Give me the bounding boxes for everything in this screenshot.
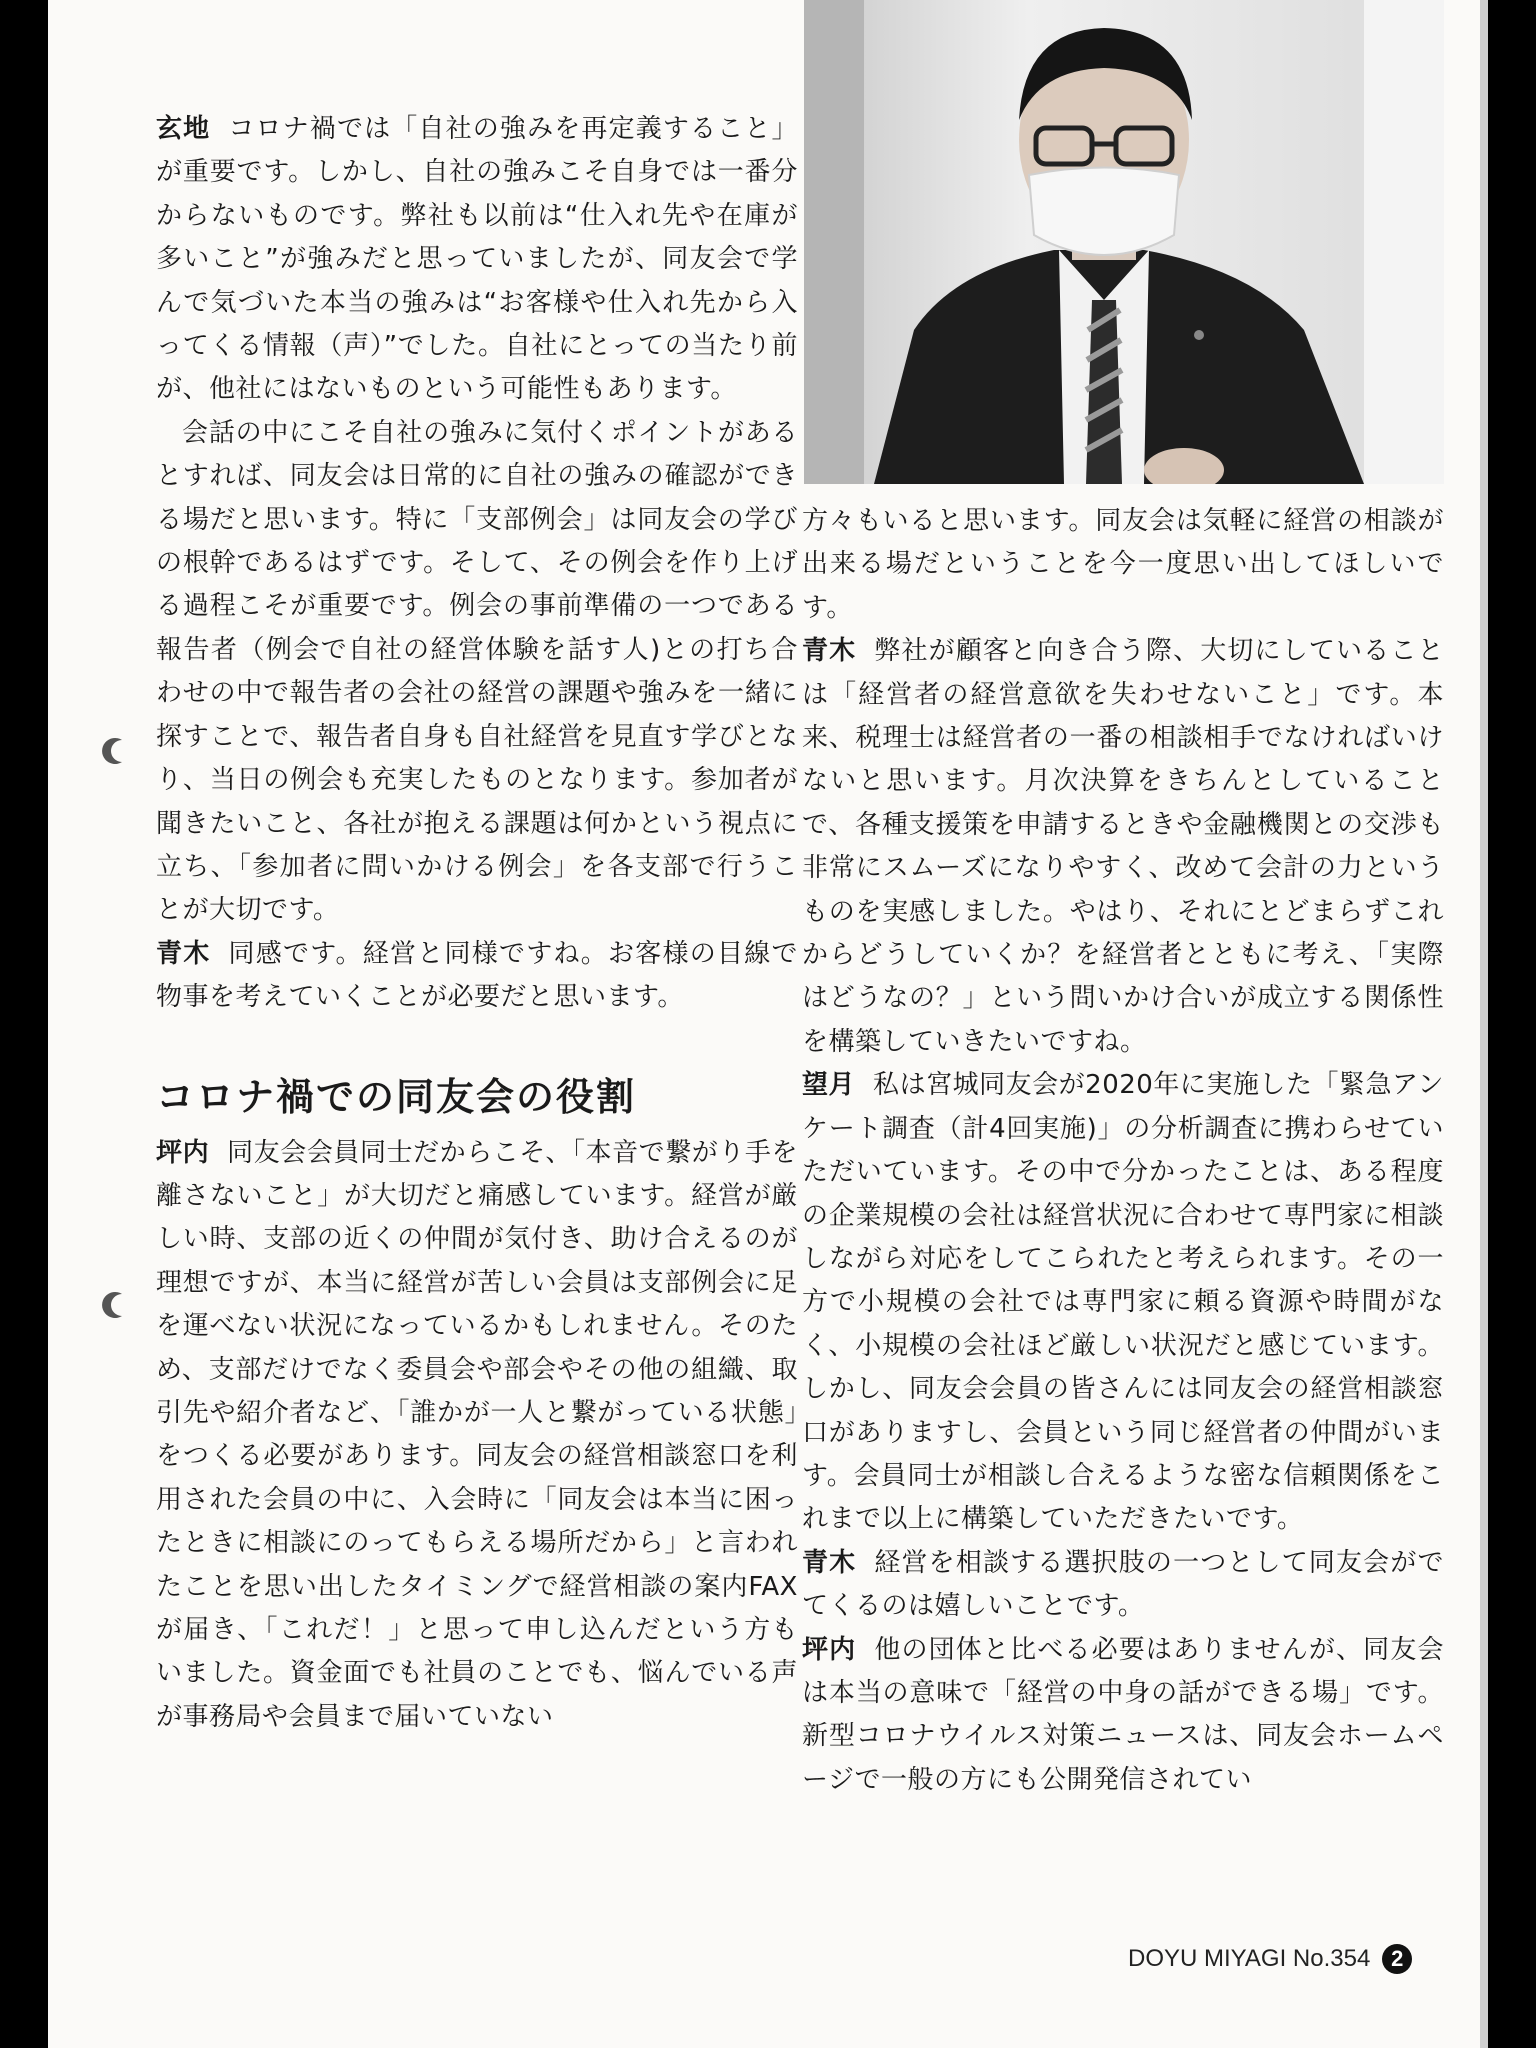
dialogue-text: 他の団体と比べる必要はありませんが、同友会は本当の意味で「経営の中身の話ができる場」です。新型コロナウイルス対策ニュースは、同友会ホームページで一般の方にも公開発信されてい [802,1634,1444,1795]
dialogue-paragraph [156,412,798,933]
dialogue-paragraph [802,500,1444,630]
dialogue-text: 会話の中にこそ自社の強みに気付くポイントがあるとすれば、同友会は日常的に自社の強みの確認ができる場だと思います。特に「支部例会」は同友会の学びの根幹であるはずです。そして、その例会を作り上げる過程こそが重要です。例会の事前準備の一つである報告者（例会で自社の経営体験を話す人)との打ち合わせの中で報告者の会社の経営の課題や強みを一緒に探すことで、報告者自身も自社経営を見直す学びとなり、当日の例会も充実したものとなります。参加者が聞きたいこと、各社が抱える課題は何かという視点に立ち、「参加者に問いかける例会」を各支部で行うことが大切です。 [156,417,798,926]
page-number: 2 [1382,1944,1412,1974]
publication-name: DOYU MIYAGI No.354 [1128,1945,1371,1972]
page-edge [1480,0,1488,2048]
photo-man-in-suit-with-mask [804,0,1444,484]
speaker-name: 青木 [802,636,857,667]
dialogue-paragraph [156,1132,798,1740]
interviewee-photo [804,0,1444,484]
speaker-name: 坪内 [802,1634,857,1665]
dialogue-paragraph [802,1064,1444,1541]
speaker-name: 坪内 [156,1137,210,1168]
dialogue-paragraph [156,933,798,1020]
page-footer [1128,1944,1412,1974]
section-heading: コロナ禍での同友会の役割 [156,1073,637,1119]
binder-hole-mark [100,1290,130,1320]
dialogue-text: 方々もいると思います。同友会は気軽に経営の相談が出来る場だということを今一度思い出してほしいです。 [802,506,1444,623]
speaker-name: 青木 [156,938,211,969]
dialogue-paragraph [802,630,1444,1064]
speaker-name: 玄地 [156,114,211,144]
dialogue-text: 経営を相談する選択肢の一つとして同友会がでてくるのは嬉しいことです。 [802,1547,1444,1622]
dialogue-text: 弊社が顧客と向き合う際、大切にしていることは「経営者の経営意欲を失わせないこと」です。本来、税理士は経営者の一番の相談相手でなければいけないと思います。月次決算をきちんとしていることで、各種支援策を申請するときや金融機関との交渉も非常にスムーズになりやすく、改めて会計の力というものを実感しました。やはり、それにとどまらずこれからどうしていくか？を経営者とともに考え、「実際はどうなの？」という問いかけ合いが成立する関係性を構築していきたいですね。 [802,636,1444,1057]
binder-hole-mark [100,736,130,766]
right-column [802,500,1444,1802]
speaker-name: 望月 [802,1070,856,1101]
dialogue-paragraph [802,1542,1444,1629]
dialogue-text: 私は宮城同友会が2020年に実施した「緊急アンケート調査（計4回実施)」の分析調査に携わらせていただいています。その中で分かったことは、ある程度の企業規模の会社は経営状況に合わせて専門家に相談しながら対応をしてこられたと考えられます。その一方で小規模の会社では専門家に頼る資源や時間がなく、小規模の会社ほど厳しい状況だと感じています。しかし、同友会会員の皆さんには同友会の経営相談窓口がありますし、会員という同じ経営者の仲間がいます。会員同士が相談し合えるような密な信頼関係をこれまで以上に構築していただきたいです。 [802,1070,1444,1535]
speaker-name: 青木 [802,1547,857,1578]
dialogue-text: 同友会会員同士だからこそ、「本音で繋がり手を離さないこと」が大切だと痛感しています。経営が厳しい時、支部の近くの仲間が気付き、助け合えるのが理想ですが、本当に経営が苦しい会員は支部例会に足を運べない状況になっているかもしれません。そのため、支部だけでなく委員会や部会やその他の組織、取引先や紹介者など、「誰かが一人と繋がっている状態」をつくる必要があります。同友会の経営相談窓口を利用された会員の中に、入会時に「同友会は本当に困ったときに相談にのってもらえる場所だから」と言われたことを思い出したタイミングで経営相談の案内FAXが届き、「これだ！」と思って申し込んだという方もいました。資金面でも社員のことでも、悩んでいる声が事務局や会員まで届いていない [156,1137,798,1732]
dialogue-text: 同感です。経営と同様ですね。お客様の目線で物事を考えていくことが必要だと思います。 [156,938,798,1013]
magazine-page [48,0,1488,2048]
dialogue-text: コロナ禍では「自社の強みを再定義すること」が重要です。しかし、自社の強みこそ自身では一番分からないものです。弊社も以前は“仕入れ先や在庫が多いこと”が強みだと思っていましたが、同友会で学んで気づいた本当の強みは“お客様や仕入れ先から入ってくる情報（声）”でした。自社にとっての当たり前が、他社にはないものという可能性もあります。 [156,114,798,405]
left-column [156,108,798,1739]
dialogue-paragraph [802,1629,1444,1803]
dialogue-paragraph [156,108,798,412]
